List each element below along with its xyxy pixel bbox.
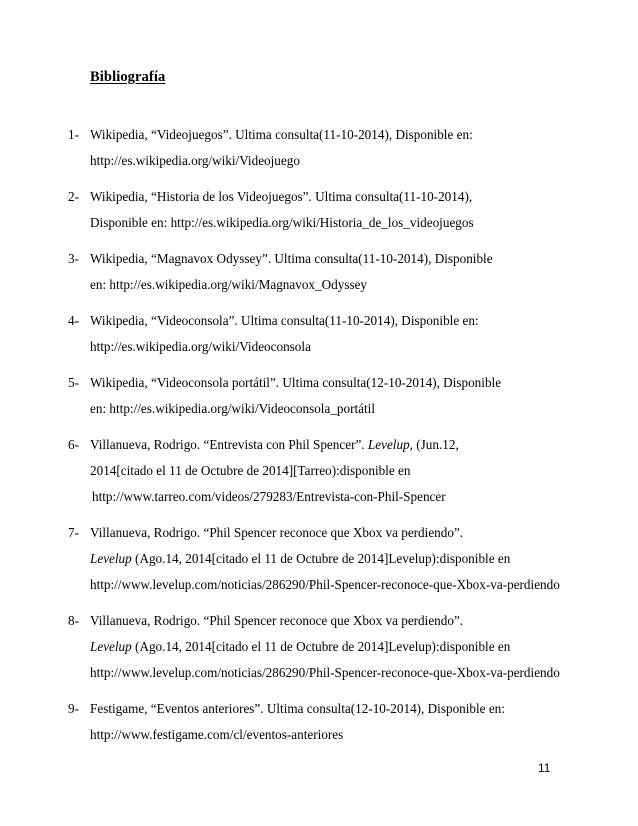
entry-url: http://es.wikipedia.org/wiki/Videoconsola <box>90 339 311 354</box>
entry-number: 9- <box>68 701 79 716</box>
entry-number: 7- <box>68 525 79 540</box>
source-name: Levelup, <box>367 437 413 452</box>
entry-text-line: Wikipedia, “Videoconsola”. Ultima consulta(11-10-2014), Disponible en: <box>90 313 479 328</box>
entry-number: 1- <box>68 127 79 142</box>
entry-number: 4- <box>68 313 79 328</box>
entry-text-line: Wikipedia, “Videoconsola portátil”. Ultima consulta(12-10-2014), Disponible <box>90 375 502 390</box>
entry-text-line: Wikipedia, “Videojuegos”. Ultima consulta(11-10-2014), Disponible en: <box>90 127 473 142</box>
entry-url: en: http://es.wikipedia.org/wiki/Magnavox_Odyssey <box>90 277 368 292</box>
page-title: Bibliografía <box>90 69 166 85</box>
entry-text-line: 2014[citado el 11 de Octubre de 2014][Tarreo):disponible en <box>90 463 411 478</box>
entry-url: http://www.levelup.com/noticias/286290/Phil-Spencer-reconoce-que-Xbox-va-perdiendo <box>90 577 560 592</box>
entry-text-line: Villanueva, Rodrigo. “Phil Spencer reconoce que Xbox va perdiendo”. <box>90 525 464 540</box>
entry-number: 8- <box>68 613 79 628</box>
entry-url: http://www.festigame.com/cl/eventos-anteriores <box>90 727 344 742</box>
source-name: Levelup <box>90 639 132 654</box>
entry-text-line: Villanueva, Rodrigo. “Phil Spencer reconoce que Xbox va perdiendo”. <box>90 613 464 628</box>
entry-text-line: Wikipedia, “Magnavox Odyssey”. Ultima consulta(11-10-2014), Disponible <box>90 251 493 266</box>
entry-text-part: Villanueva, Rodrigo. “Entrevista con Phil Spencer”. <box>90 437 368 452</box>
entry-number: 3- <box>68 251 79 266</box>
entry-url: en: http://es.wikipedia.org/wiki/Videoconsola_portátil <box>90 401 376 416</box>
entry-number: 2- <box>68 189 79 204</box>
entry-url: http://es.wikipedia.org/wiki/Videojuego <box>90 153 300 168</box>
entry-text-part: (Ago.14, 2014[citado el 11 de Octubre de 2014]Levelup):disponible en <box>131 551 511 566</box>
entry-text-line <box>90 634 510 660</box>
entry-url: http://www.levelup.com/noticias/286290/Phil-Spencer-reconoce-que-Xbox-va-perdiendo <box>90 665 560 680</box>
page-number: 11 <box>538 761 551 775</box>
entry-number: 5- <box>68 375 79 390</box>
entry-number: 6- <box>68 437 79 452</box>
source-name: Levelup <box>90 551 132 566</box>
entry-text-line <box>90 432 459 458</box>
entry-text-line: Festigame, “Eventos anteriores”. Ultima consulta(12-10-2014), Disponible en: <box>90 701 505 716</box>
entry-text-part: (Ago.14, 2014[citado el 11 de Octubre de 2014]Levelup):disponible en <box>131 639 511 654</box>
entry-url: http://www.tarreo.com/videos/279283/Entrevista-con-Phil-Spencer <box>92 489 446 504</box>
entry-text-line <box>90 546 510 572</box>
entry-text-part: (Jun.12, <box>412 437 459 452</box>
entry-text-line: Wikipedia, “Historia de los Videojuegos”. Ultima consulta(11-10-2014), <box>90 189 473 204</box>
entry-url: Disponible en: http://es.wikipedia.org/wiki/Historia_de_los_videojuegos <box>90 215 474 230</box>
